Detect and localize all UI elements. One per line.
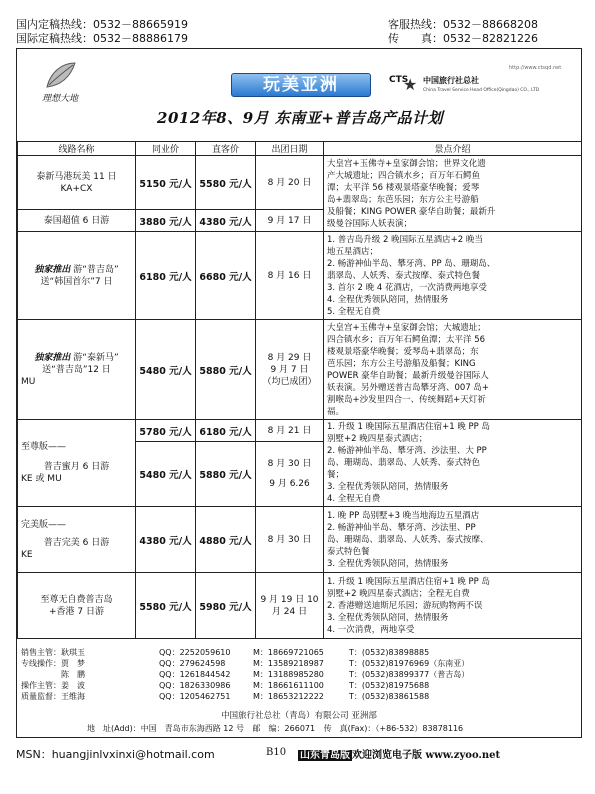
- page-footer: [16, 746, 582, 762]
- domestic-hotline: 国内定稿热线：0532－88665919: [16, 18, 188, 31]
- cts-abbr: CTS: [389, 75, 409, 85]
- departure-date: 8 月 20 日: [256, 156, 324, 210]
- route-name: 泰国超值 6 日游: [18, 210, 136, 232]
- fax-number: 传 真：0532－82821226: [388, 32, 538, 45]
- departure-date: 9 月 17 日: [256, 210, 324, 232]
- departure-date: 8 月 21 日: [256, 420, 324, 442]
- cts-logo: [389, 65, 579, 105]
- contact-row: 质量监督： 王维海 QQ：1205462751 M：18653212222 T：(0532)83861588: [21, 692, 430, 701]
- cts-website: http://www.ctsqd.net: [509, 65, 562, 71]
- exclusive-tag: 独家推出: [34, 264, 71, 275]
- star-icon: ★: [403, 75, 418, 94]
- product-sheet: [16, 48, 582, 738]
- departure-date: 9 月 19 日 10 月 24 日: [256, 573, 324, 639]
- magazine-banner: [298, 746, 500, 761]
- trade-price: 3880 元/人: [136, 210, 196, 232]
- trade-price: 5480 元/人: [136, 320, 196, 420]
- attractions: 1. 升级 1 晚国际五星酒店住宿+1 晚 PP 岛 别墅+2 晚四星泰式酒店；全程无自费 2. 香港赠送迪斯尼乐园；游玩购物两不误 3. 全程优秀领队陪同，热情服务 4. 一次消费，两地享受: [324, 573, 582, 639]
- retail-price: 4380 元/人: [196, 210, 256, 232]
- company-address: [87, 723, 577, 734]
- departure-date: 8 月 30 日: [256, 507, 324, 573]
- cts-name: 中国旅行社总社: [423, 76, 479, 85]
- table-row: [18, 507, 582, 573]
- attractions: 1. 晚 PP 岛别墅+3 晚当地海边五星酒店 2. 畅游神仙半岛、攀牙湾、沙法里、PP 岛、珊瑚岛、翡翠岛、人妖秀、泰式按摩、 泰式特色餐 3. 全程优秀领队陪同，热情服务: [324, 507, 582, 573]
- retail-price: 6180 元/人: [196, 420, 256, 442]
- header-attractions: 景点介绍: [324, 142, 582, 156]
- route-name: 独家推出 游“泰新马” 送“普吉岛”12 日 MU: [18, 320, 136, 420]
- retail-price: 5580 元/人: [196, 156, 256, 210]
- table-row: [18, 420, 582, 442]
- route-name: 至尊版—— 普吉蜜月 6 日游 KE 或 MU: [18, 420, 136, 507]
- msn-contact: MSN：huangjinlvxinxi@hotmail.com: [16, 748, 215, 761]
- lixiang-logo-text: 理想大地: [41, 94, 78, 104]
- trade-price: 4380 元/人: [136, 507, 196, 573]
- attractions: 大皇宫+玉佛寺+皇家御会馆；大城遗址； 四合镇水乡；百万年石鳄鱼潭；太平洋 56 楼观景塔豪华晚餐；爱琴岛+翡翠岛；东 芭乐园；东方公主号游船及船餐；KING POWER 豪华自助餐；最新升级曼谷国际人 妖表演。另外赠送普吉岛攀牙湾、007 岛+ 割喉岛+沙发里四合一、传统舞蹈+天灯祈 福。: [324, 320, 582, 420]
- departure-date: 8 月 30 日 9 月 6.26: [256, 442, 324, 507]
- attractions: 大皇宫+玉佛寺+皇家御会馆；世界文化遗 产大城遗址；四合镇水乡；百万年石鳄鱼 潭；太平洋 56 楼观景塔豪华晚餐；爱琴 岛+翡翠岛；东芭乐园；东方公主号游船 及船餐；KING POWER 豪华自助餐；最新升 级曼谷国际人妖表演；: [324, 156, 582, 232]
- header-route: 线路名称: [18, 142, 136, 156]
- table-row: [18, 156, 582, 210]
- service-hotline: 客服热线：0532－88668208: [388, 18, 538, 31]
- retail-price: 5880 元/人: [196, 442, 256, 507]
- table-row: [18, 232, 582, 320]
- cts-english-name: China Travel Service Head Office(Qingdao) CO., LTD: [423, 88, 540, 93]
- street-address: 地 址(Add)：中国 青岛市东海西路 12 号: [87, 724, 244, 733]
- zip-code: 邮 编：266071: [252, 724, 316, 733]
- departure-date: 8 月 29 日 9 月 7 日 （均已成团）: [256, 320, 324, 420]
- table-row: [18, 573, 582, 639]
- international-hotline: 国际定稿热线：0532－88886179: [16, 32, 188, 45]
- trade-price: 5150 元/人: [136, 156, 196, 210]
- trade-price: 5480 元/人: [136, 442, 196, 507]
- retail-price: 6680 元/人: [196, 232, 256, 320]
- departure-date: 8 月 16 日: [256, 232, 324, 320]
- contact-row: 专线操作： 贾 梦 QQ：279624598 M：13589218987 T：(0532)81976969（东南亚）: [21, 659, 470, 668]
- contact-row: 操作主管： 姜 波 QQ：1826330986 M：18661611100 T：(0532)81975688: [21, 681, 430, 690]
- edition-label: 山东青岛版: [300, 750, 350, 761]
- attractions: 1. 升级 1 晚国际五星酒店住宿+1 晚 PP 岛 别墅+2 晚四星泰式酒店； 2. 畅游神仙半岛、攀牙湾、沙法里、大 PP 岛、珊瑚岛、翡翠岛、人妖秀、泰式特色 餐； 3. 全程优秀领队陪同，热情服务 4. 全程无自费: [324, 420, 582, 507]
- attractions: 1. 普吉岛升级 2 晚国际五星酒店+2 晚当 地五星酒店； 2. 畅游神仙半岛、攀牙湾、PP 岛、珊瑚岛、 翡翠岛、人妖秀、泰式按摩、泰式特色餐 3. 首尔 2 晚 4 花酒店，一次消费两地享受 4. 全程优秀领队陪同，热情服务 5. 全程无自费: [324, 232, 582, 320]
- site-link[interactable]: 欢迎浏览电子版 www.zyoo.net: [352, 750, 501, 761]
- contact-list: [21, 647, 581, 702]
- retail-price: 5880 元/人: [196, 320, 256, 420]
- header-trade-price: 同业价: [136, 142, 196, 156]
- exclusive-tag: 独家推出: [34, 352, 71, 363]
- service-hotlines: [388, 18, 538, 46]
- table-header-row: [18, 142, 582, 156]
- company-name: 中国旅行社总社（青岛）有限公司 亚洲部: [221, 711, 377, 721]
- table-row: [18, 320, 582, 420]
- leaf-icon: [43, 61, 77, 91]
- trade-price: 5580 元/人: [136, 573, 196, 639]
- page-title: 2012年8、9月 东南亚+普吉岛产品计划: [157, 109, 443, 127]
- contact-row: 销售主管： 耿琪玉 QQ：2252059610 M：18669721065 T：(0532)83898885: [21, 648, 430, 657]
- tour-table: [17, 141, 582, 639]
- brand-banner: 玩美亚洲: [231, 73, 371, 97]
- lixiang-logo: [25, 59, 95, 107]
- domestic-hotlines: [16, 18, 188, 46]
- route-name: 独家推出 游“普吉岛” 送“韩国首尔”7 日: [18, 232, 136, 320]
- trade-price: 5780 元/人: [136, 420, 196, 442]
- route-name: 泰新马港玩美 11 日 KA+CX: [18, 156, 136, 210]
- route-name: 至尊无自费普吉岛 +香港 7 日游: [18, 573, 136, 639]
- retail-price: 5980 元/人: [196, 573, 256, 639]
- header-departure-date: 出团日期: [256, 142, 324, 156]
- header-retail-price: 直客价: [196, 142, 256, 156]
- retail-price: 4880 元/人: [196, 507, 256, 573]
- contact-row: 陈 鹏 QQ：1261844542 M：13188985280 T：(0532)83899377（普吉岛）: [61, 670, 470, 679]
- route-name: 完美版—— 普吉完美 6 日游 KE: [18, 507, 136, 573]
- fax-address: 传 真(Fax)：（+86-532）83878116: [323, 724, 464, 733]
- trade-price: 6180 元/人: [136, 232, 196, 320]
- page-number: B10: [266, 747, 287, 758]
